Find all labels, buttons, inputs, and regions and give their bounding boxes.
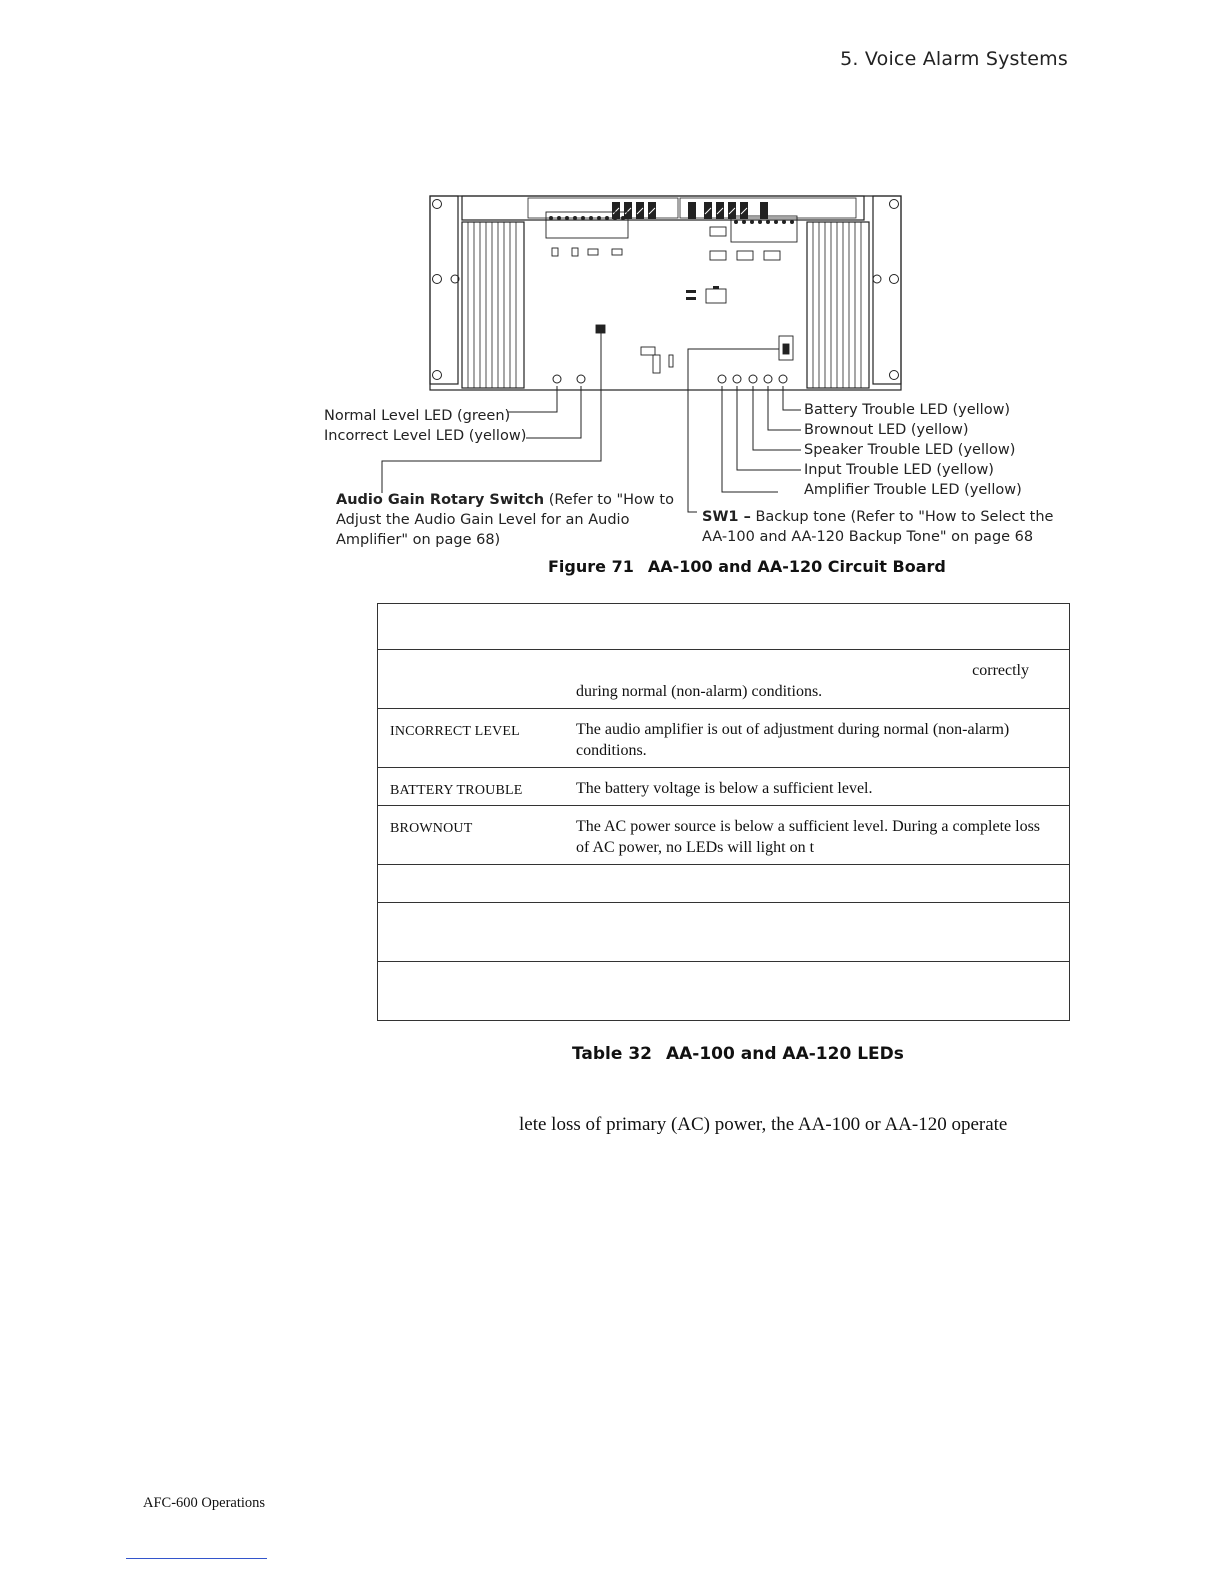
callout-audio-gain-line3: Amplifier" on page 68): [336, 532, 501, 548]
callout-normal-level-led: Normal Level LED (green): [324, 408, 511, 424]
body-paragraph-fragment: lete loss of primary (AC) power, the AA-100 or AA-120 operate: [519, 1114, 1008, 1135]
led-name-cell: [378, 604, 577, 650]
callout-input-trouble-led: Input Trouble LED (yellow): [804, 462, 994, 478]
led-desc-cell: The AC power source is below a sufficient level. During a complete loss of AC power, no LEDs will light on t: [576, 806, 1070, 865]
table-caption-title: AA-100 and AA-120 LEDs: [665, 1044, 904, 1064]
callout-audio-gain-switch: [336, 490, 674, 550]
led-desc-fragment: correctly: [972, 662, 1029, 679]
led-desc-tail: during normal (non-alarm) conditions.: [576, 683, 823, 700]
battery-trouble-led: [779, 375, 787, 383]
led-name-cell: BROWNOUT: [378, 806, 577, 865]
led-name-cell: [378, 903, 577, 962]
led-name-cell: INCORRECT LEVEL: [378, 709, 577, 768]
led-desc-cell: [576, 650, 1070, 709]
amplifier-trouble-led: [718, 375, 726, 383]
table-caption-number: Table 32: [572, 1044, 652, 1064]
board-chassis: [430, 196, 901, 390]
figure-caption-number: Figure 71: [548, 557, 634, 576]
table-row: [378, 604, 1070, 650]
table-caption: [572, 1044, 904, 1064]
right-heat-sink: [807, 222, 869, 388]
brownout-led: [764, 375, 772, 383]
led-name-cell: BATTERY TROUBLE: [378, 768, 577, 806]
led-desc-cell: [576, 962, 1070, 1021]
led-desc-cell: The battery voltage is below a sufficient level.: [576, 768, 1070, 806]
page-footer-doc-name: AFC-600 Operations: [143, 1495, 266, 1511]
callout-incorrect-level-led: Incorrect Level LED (yellow): [324, 428, 527, 444]
led-table: [377, 603, 1070, 1021]
callout-battery-trouble-led: Battery Trouble LED (yellow): [804, 402, 1011, 418]
figure-caption: [548, 557, 946, 576]
figure-caption-title: AA-100 and AA-120 Circuit Board: [647, 557, 946, 576]
callout-sw1-rest: Backup tone (Refer to "How to Select the: [755, 509, 1054, 525]
led-name-cell: [378, 650, 577, 709]
incorrect-level-led: [577, 375, 585, 383]
input-trouble-led: [733, 375, 741, 383]
table-row: [378, 865, 1070, 903]
callout-audio-gain-line2: Adjust the Audio Gain Level for an Audio: [336, 512, 630, 528]
led-desc-cell: [576, 903, 1070, 962]
left-heat-sink: [462, 222, 524, 388]
callout-speaker-trouble-led: Speaker Trouble LED (yellow): [804, 442, 1016, 458]
callout-brownout-led: Brownout LED (yellow): [804, 422, 969, 438]
led-desc-cell: [576, 604, 1070, 650]
callout-sw1-bold: SW1 –: [702, 509, 751, 525]
table-row: [378, 962, 1070, 1021]
callout-amplifier-trouble-led: Amplifier Trouble LED (yellow): [804, 482, 1022, 498]
table-row: [378, 650, 1070, 709]
table-row: [378, 806, 1070, 865]
callout-audio-gain-rest: (Refer to "How to: [548, 492, 674, 508]
led-name-cell: [378, 962, 577, 1021]
callout-sw1-backup-tone: [702, 507, 1053, 547]
table-row: [378, 709, 1070, 768]
footer-link-underline: [126, 1558, 267, 1559]
led-desc-cell: The audio amplifier is out of adjustment during normal (non-alarm) conditions.: [576, 709, 1070, 768]
speaker-trouble-led: [749, 375, 757, 383]
led-desc-cell: [576, 865, 1070, 903]
page-header-section-title: 5. Voice Alarm Systems: [840, 48, 1068, 70]
table-row: [378, 768, 1070, 806]
normal-level-led: [553, 375, 561, 383]
callout-audio-gain-bold: Audio Gain Rotary Switch: [336, 492, 545, 508]
led-name-cell: [378, 865, 577, 903]
callout-sw1-line2: AA-100 and AA-120 Backup Tone" on page 68: [702, 529, 1034, 545]
table-row: [378, 903, 1070, 962]
